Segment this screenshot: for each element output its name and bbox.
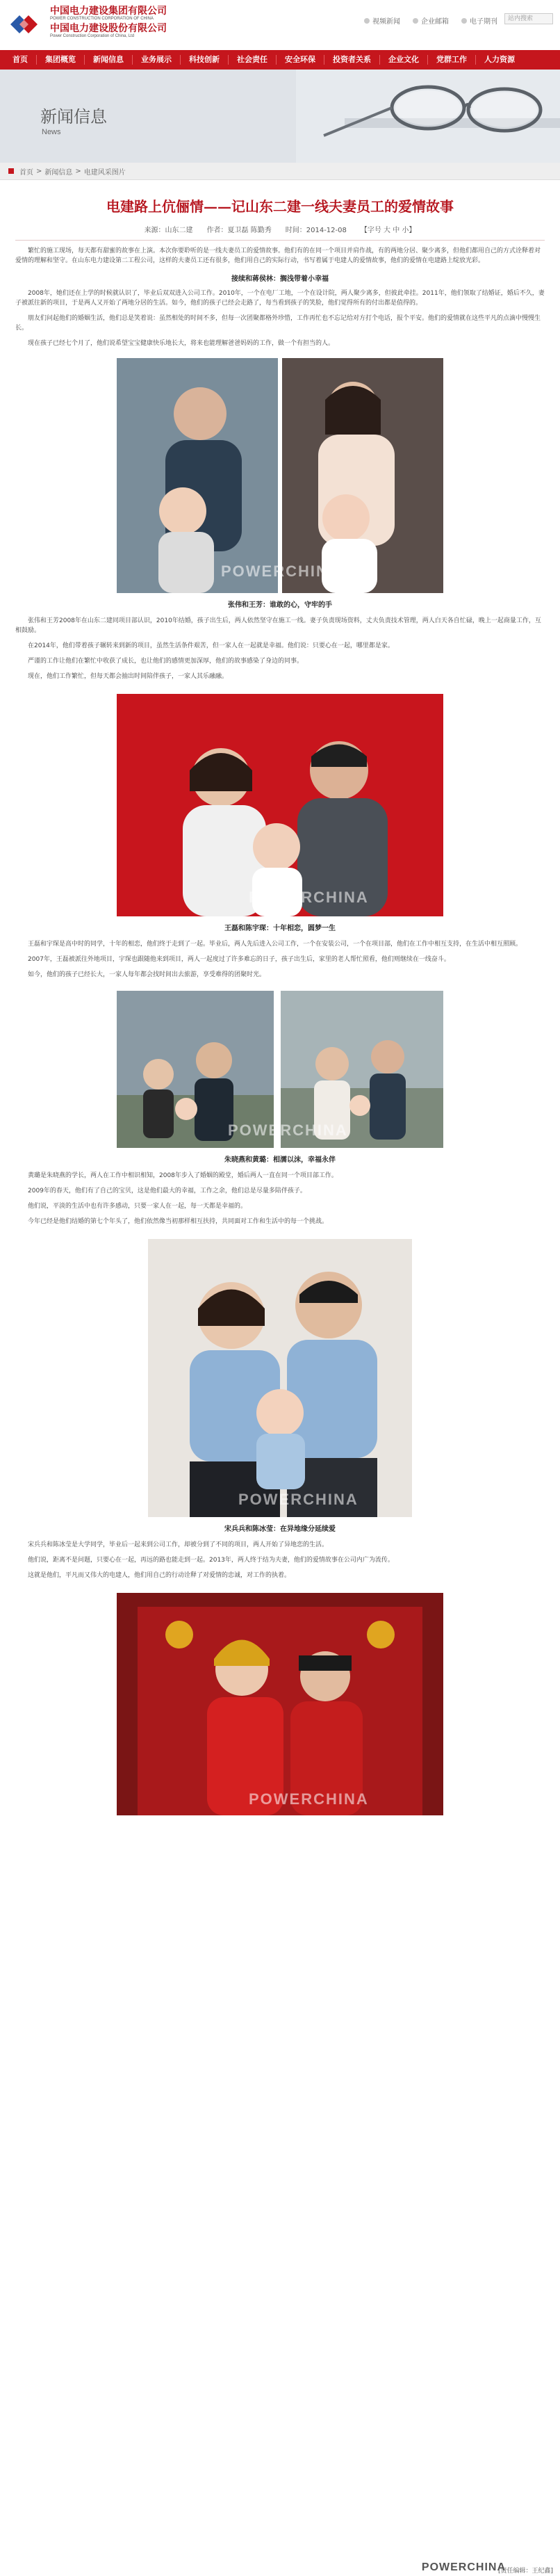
nav-item-news[interactable]: 新闻信息 xyxy=(85,55,133,65)
paragraph: 现在孩子已经七个月了，他们说希望宝宝健康快乐地长大，将来也能理解爸爸妈妈的工作，做一个有担当的人。 xyxy=(28,340,335,347)
nav-item-innovation[interactable]: 科技创新 xyxy=(181,55,229,65)
paragraph: 他们说，平淡的生活中也有许多感动，只要一家人在一起，每一天都是幸福的。 xyxy=(28,1203,247,1210)
main-nav xyxy=(0,50,560,70)
watermark: POWERCHINA xyxy=(249,889,369,906)
studio-photo-illustration xyxy=(148,1239,412,1517)
section-banner xyxy=(0,70,560,163)
top-link-mail[interactable] xyxy=(413,15,449,26)
top-link-journal[interactable] xyxy=(461,15,497,26)
photo-caption: 朱晓燕和黄璐：相濡以沫，幸福永伴 xyxy=(224,1156,336,1164)
video-icon xyxy=(364,18,370,24)
breadcrumb-sep: > xyxy=(75,167,81,175)
paragraph: 在2014年，他们带着孩子辗转来到新的项目，虽然生活条件艰苦，但一家人在一起就是幸福。他们说：只要心在一起，哪里都是家。 xyxy=(28,642,394,649)
couple-photo-illustration xyxy=(117,358,443,593)
photo-couple-4 xyxy=(148,1239,412,1517)
paragraph: 这就是他们，平凡而又伟大的电建人，他们用自己的行动诠释了对爱情的忠诚，对工作的执着。 xyxy=(28,1572,291,1579)
paragraph: 2009年的春天，他们有了自己的宝贝，这是他们最大的幸福，工作之余，他们总是尽量多陪伴孩子。 xyxy=(28,1188,306,1194)
top-links xyxy=(364,15,497,26)
top-link-video[interactable] xyxy=(364,15,400,26)
search-input[interactable]: 站内搜索 xyxy=(504,13,553,24)
nav-item-investors[interactable]: 投资者关系 xyxy=(324,55,380,65)
top-link-video-label: 视频新闻 xyxy=(372,18,400,26)
org-name-2: 中国电力建设股份有限公司 xyxy=(50,22,167,34)
breadcrumb-news[interactable]: 新闻信息 xyxy=(44,168,73,177)
meta-font-size[interactable]: 【字号 大 中 小】 xyxy=(360,227,416,234)
paragraph: 张伟和王芳2008年在山东二建同项目部认识，2010年结婚，孩子出生后，两人依然坚守在施工一线。妻子负责现场资料，丈夫负责技术管理，两人白天各自忙碌，晚上一起商量工作，互相鼓励。 xyxy=(15,617,541,634)
paragraph: 今年已经是他们结婚的第七个年头了，他们依然像当初那样相互扶持，共同面对工作和生活中的每一个挑战。 xyxy=(28,1218,329,1225)
article xyxy=(0,195,560,1815)
meta-time: 时间：2014-12-08 xyxy=(285,227,347,234)
site-header xyxy=(0,0,560,50)
paragraph: 朋友们问起他们的婚姻生活，他们总是笑着说：虽然相处的时间不多，但每一次团聚都格外珍惜，工作再忙也不忘记给对方打个电话，报个平安。他们的爱情就在这些平凡的点滴中慢慢生长。 xyxy=(15,315,541,332)
org-name-2-en: Power Construction Corporation of China, Ltd xyxy=(50,34,135,39)
nav-item-party[interactable]: 党群工作 xyxy=(428,55,476,65)
nav-item-responsibility[interactable]: 社会责任 xyxy=(229,55,277,65)
paragraph: 现在，他们工作繁忙，但每天都会抽出时间陪伴孩子，一家人其乐融融。 xyxy=(28,673,229,680)
banner-title: 新闻信息 xyxy=(40,107,107,127)
banner-subtitle: News xyxy=(42,128,61,136)
meta-author: 作者：夏卫磊 陈勤秀 xyxy=(206,227,272,234)
breadcrumb-current[interactable]: 电建风采图片 xyxy=(83,168,126,177)
photo-couple-3 xyxy=(117,991,443,1148)
photo-couple-1 xyxy=(117,358,443,593)
glasses-illustration xyxy=(296,70,560,163)
breadcrumb xyxy=(0,163,560,180)
watermark: POWERCHINA xyxy=(228,1121,348,1139)
top-link-journal-label: 电子期刊 xyxy=(470,18,497,26)
top-link-mail-label: 企业邮箱 xyxy=(421,18,449,26)
family-photo-illustration xyxy=(117,694,443,916)
nav-item-home[interactable]: 首页 xyxy=(4,55,37,65)
watermark: POWERCHINA xyxy=(249,1790,369,1808)
nav-item-safety[interactable]: 安全环保 xyxy=(277,55,324,65)
paragraph: 黄璐是朱晓燕的学长，两人在工作中相识相知，2008年步入了婚姻的殿堂，婚后两人一直在同一个项目部工作。 xyxy=(28,1172,338,1179)
paragraph: 2007年，王磊被派往外地项目，宇琛也跟随他来到项目，两人一起度过了许多难忘的日子，孩子出生后，家里的老人帮忙照看，他们则继续在一线奋斗。 xyxy=(28,956,450,963)
mail-icon xyxy=(413,18,418,24)
photo-couple-2 xyxy=(117,694,443,916)
wedding-photo-illustration xyxy=(117,1593,443,1815)
home-icon xyxy=(8,168,14,174)
paragraph: 王磊和宇琛是高中时的同学，十年的相恋，他们终于走到了一起。毕业后，两人先后进入公司工作，一个在安装公司，一个在项目部，他们在工作中相互支持，在生活中相互照顾。 xyxy=(28,941,522,948)
photo-caption: 张伟和王芳：谁敢的心，守牢的手 xyxy=(228,601,332,609)
nav-item-hr[interactable]: 人力资源 xyxy=(484,55,515,64)
paragraph: 如今，他们的孩子已经长大，一家人每年都会找时间出去旅游，享受难得的团聚时光。 xyxy=(28,971,266,978)
nav-item-business[interactable]: 业务展示 xyxy=(133,55,181,65)
page-footer xyxy=(0,2561,560,2576)
watermark: POWERCHINA xyxy=(221,562,341,580)
paragraph: 宋兵兵和陈冰莹是大学同学，毕业后一起来到公司工作，却被分到了不同的项目，两人开始了异地恋的生活。 xyxy=(28,1541,329,1548)
paragraph: 2008年，她们还在上学的时候就认识了，毕业后双双进入公司工作。2010年，一个在电厂工地，一个在设计院，两人聚少离多，但彼此牵挂。2011年，他们领取了结婚证，婚后不久，妻子被派往新的项目，于是两人又开始了两地分居的生活。如今，他们的孩子已经会走路了，每当看到孩子的笑脸，他们觉得所有的付出都是值得的。 xyxy=(15,290,545,307)
article-meta xyxy=(15,224,545,241)
paragraph: 他们说，距离不是问题，只要心在一起，再远的路也能走到一起。2013年，两人终于结为夫妻，他们的爱情故事在公司内广为流传。 xyxy=(28,1557,394,1564)
photo-wedding xyxy=(117,1593,443,1815)
meta-source: 来源：山东二建 xyxy=(144,227,193,234)
photo-caption: 宋兵兵和陈冰莹：在异地缘分延续爱 xyxy=(224,1525,336,1533)
org-name-1: 中国电力建设集团有限公司 xyxy=(50,6,167,17)
footer-brand: POWERCHINA xyxy=(421,2561,506,2573)
nav-item-culture[interactable]: 企业文化 xyxy=(380,55,428,65)
photo-caption: 王磊和陈宇琛：十年相恋，圆梦一生 xyxy=(224,925,336,932)
org-names xyxy=(50,6,167,39)
breadcrumb-home[interactable]: 首页 xyxy=(19,168,33,177)
responsible-editor: [责任编辑：王纪鑫] xyxy=(497,2568,553,2575)
nav-item-overview[interactable]: 集团概览 xyxy=(37,55,85,65)
org-name-1-en: POWER CONSTRUCTION CORPORATION OF CHINA xyxy=(50,17,154,22)
paragraph: 严谨的工作让他们在繁忙中收获了成长，也让他们的感情更加深厚，他们的故事感染了身边的同事。 xyxy=(28,658,304,665)
journal-icon xyxy=(461,18,467,24)
breadcrumb-sep: > xyxy=(36,167,42,175)
paragraph: 繁忙的施工现场，每天都有甜蜜的故事在上演。本次你要聆听的是一线夫妻员工的爱情故事。他们有的在同一个项目并肩作战，有的两地分居、聚少离多，但他们都用自己的方式诠释着对爱情的理解和坚守。在山东电力建设第二工程公司，这样的夫妻员工还有很多，他们用自己的实际行动，书写着属于电建人的爱情故事，他们的爱情在电建路上绽放光彩。 xyxy=(15,248,541,264)
section-heading: 接续和蒋侯林：搁浅带着小幸福 xyxy=(231,275,329,283)
powerchina-logo[interactable] xyxy=(7,8,42,40)
article-title: 电建路上伉俪情——记山东二建一线夫妻员工的爱情故事 xyxy=(106,198,454,215)
watermark: POWERCHINA xyxy=(238,1491,359,1508)
